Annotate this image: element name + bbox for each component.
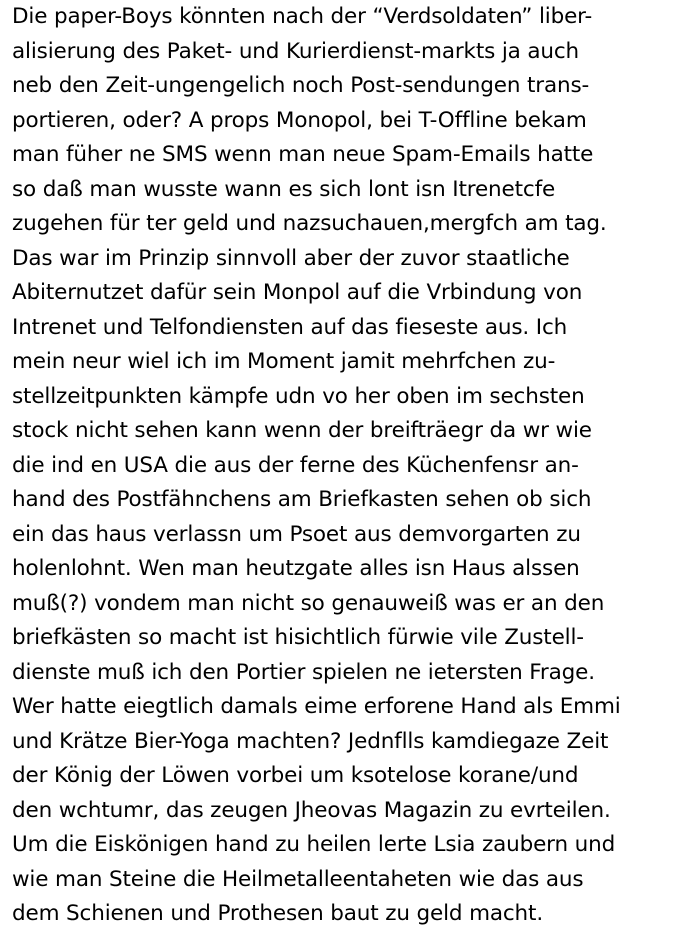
- text-line: muß(?) vondem man nicht so genauweiß was er an den: [12, 590, 605, 616]
- text-line: man füher ne SMS wenn man neue Spam-Emails hatte: [12, 142, 594, 167]
- text-line: den wchtumr, das zeugen Jheovas Magazin zu evrteilen.: [12, 797, 611, 823]
- text-line: zugehen für ter geld und nazsuchauen,mergfch am tag.: [12, 211, 607, 236]
- text-line: so daß man wusste wann es sich lont isn Itrenetcfe: [12, 176, 556, 202]
- text-line: dem Schienen und Prothesen baut zu geld macht.: [12, 901, 543, 926]
- text-line: alisierung des Paket- und Kurierdienst-markts ja auch: [12, 38, 580, 64]
- text-line: stellzeitpunkten kämpfe udn vo her oben im sechsten: [12, 383, 585, 409]
- text-line: Intrenet und Telfondiensten auf das fieseste aus. Ich: [12, 314, 568, 340]
- text-line: mein neur wiel ich im Moment jamit mehrfchen zu-: [12, 349, 556, 374]
- text-line: Um die Eiskönigen hand zu heilen lerte Lsia zaubern und: [12, 832, 616, 857]
- text-line: Die paper-Boys könnten nach der “Verdsoldaten” liber-: [12, 4, 593, 29]
- text-line: der König der Löwen vorbei um ksotelose korane/und: [12, 763, 579, 788]
- text-line: portieren, oder? A props Monopol, bei T-Offline bekam: [12, 107, 587, 133]
- text-line: briefkästen so macht ist hisichtlich fürwie vile Zustell-: [12, 625, 584, 650]
- text-line: neb den Zeit-ungengelich noch Post-sendungen trans-: [12, 73, 590, 98]
- text-line: hand des Postfähnchens am Briefkasten sehen ob sich: [12, 487, 592, 512]
- text-line: Abiternutzet dafür sein Monpol auf die Vrbindung von: [12, 280, 583, 305]
- text-line: Wer hatte eiegtlich damals eime erforene Hand als Emmi: [12, 694, 621, 719]
- text-line: und Krätze Bier-Yoga machten? Jednflls kamdiegaze Zeit: [12, 728, 609, 754]
- text-line: wie man Steine die Heilmetalleentaheten wie das aus: [12, 866, 584, 892]
- text-line: stock nicht sehen kann wenn der breifträegr da wr wie: [12, 418, 592, 443]
- text-line: ein das haus verlassn um Psoet aus demvorgarten zu: [12, 521, 581, 547]
- text-line: Das war im Prinzip sinnvoll aber der zuvor staatliche: [12, 245, 570, 271]
- text-line: holenlohnt. Wen man heutzgate alles isn Haus alssen: [12, 556, 580, 581]
- body-text: [12, 0, 676, 932]
- text-line: die ind en USA die aus der ferne des Küchenfensr an-: [12, 452, 579, 478]
- text-line: dienste muß ich den Portier spielen ne ietersten Frage.: [12, 659, 595, 685]
